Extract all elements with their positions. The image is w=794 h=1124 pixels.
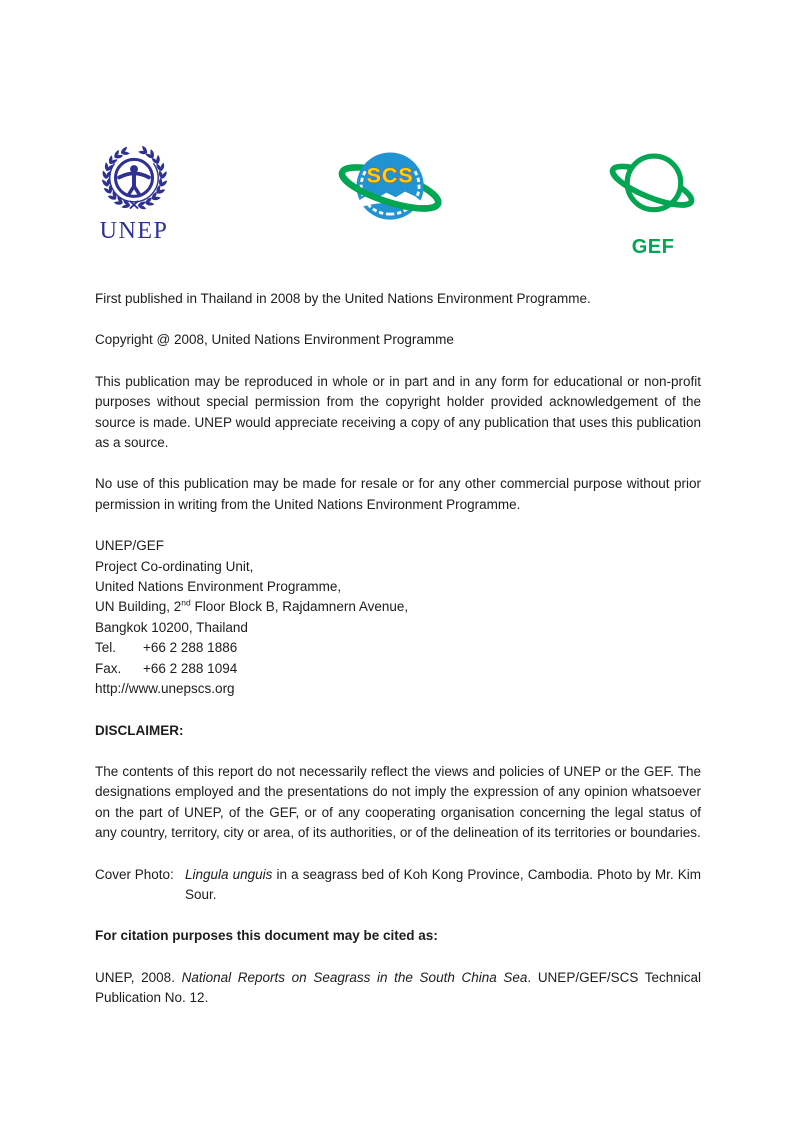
citation-heading: For citation purposes this document may be cited as:	[95, 928, 438, 944]
scs-logo	[336, 145, 448, 234]
fax-number: +66 2 288 1094	[143, 660, 238, 676]
address-building-suffix: Floor Block B, Rajdamnern Avenue,	[190, 599, 409, 615]
unep-logo	[92, 140, 176, 245]
page-content	[95, 289, 701, 1030]
tel-label: Tel.	[95, 640, 117, 656]
resale-paragraph: No use of this publication may be made for resale or for any other commercial purpose without prior permission in writing from the United Nations Environment Programme.	[95, 476, 701, 512]
cover-photo-label: Cover Photo:	[95, 866, 174, 882]
citation-suffix: . UNEP/GEF/SCS Technical Publication No. 12.	[95, 969, 702, 1006]
gef-logo	[606, 147, 700, 259]
disclaimer-heading: DISCLAIMER:	[95, 722, 184, 738]
citation-prefix: UNEP, 2008.	[95, 969, 182, 985]
address-programme: United Nations Environment Programme,	[95, 579, 342, 595]
fax-line	[95, 659, 701, 679]
tel-number: +66 2 288 1886	[143, 640, 238, 656]
address-building-prefix: UN Building, 2	[95, 599, 182, 615]
address-block	[95, 536, 701, 699]
disclaimer-body: The contents of this report do not necessarily reflect the views and policies of UNEP or the GEF. The designations employed and the presentations do not imply the expression of any opinion whatsoever on the part of UNEP, of the GEF, or of any cooperating organisation concerning the legal status of any country, territory, city or area, of its authorities, or of the delineation of its territories or boundaries.	[95, 763, 701, 841]
unep-emblem-icon	[92, 140, 176, 214]
tel-line	[95, 638, 701, 658]
address-city: Bangkok 10200, Thailand	[95, 619, 248, 635]
cover-photo-rest: in a seagrass bed of Koh Kong Province, Cambodia. Photo by Mr. Kim Sour.	[185, 866, 702, 902]
address-org: UNEP/GEF	[95, 538, 165, 554]
address-building	[95, 597, 701, 617]
citation-text	[95, 968, 701, 1009]
citation-title: National Reports on Seagrass in the South China Sea	[181, 969, 528, 985]
gef-globe-icon	[606, 147, 700, 230]
cover-photo-text	[185, 865, 701, 906]
address-unit: Project Co-ordinating Unit,	[95, 558, 254, 574]
reproduction-paragraph: This publication may be reproduced in whole or in part and in any form for educational or non-profit purposes without special permission from the copyright holder provided acknowledgement of the source is made. UNEP would appreciate receiving a copy of any publication that uses this publication as a source.	[95, 373, 701, 451]
address-building-ordinal: nd	[181, 597, 191, 608]
gef-wordmark: GEF	[631, 236, 675, 258]
cover-photo-note	[95, 865, 701, 906]
copyright-line: Copyright @ 2008, United Nations Environment Programme	[95, 332, 454, 348]
published-line: First published in Thailand in 2008 by the United Nations Environment Programme.	[95, 291, 591, 306]
unep-wordmark: UNEP	[99, 218, 169, 244]
website-line: http://www.unepscs.org	[95, 681, 235, 697]
cover-photo-species: Lingula unguis	[185, 866, 273, 882]
scs-globe-icon	[336, 145, 448, 229]
scs-wordmark: SCS	[366, 163, 414, 188]
fax-label: Fax.	[95, 660, 122, 676]
